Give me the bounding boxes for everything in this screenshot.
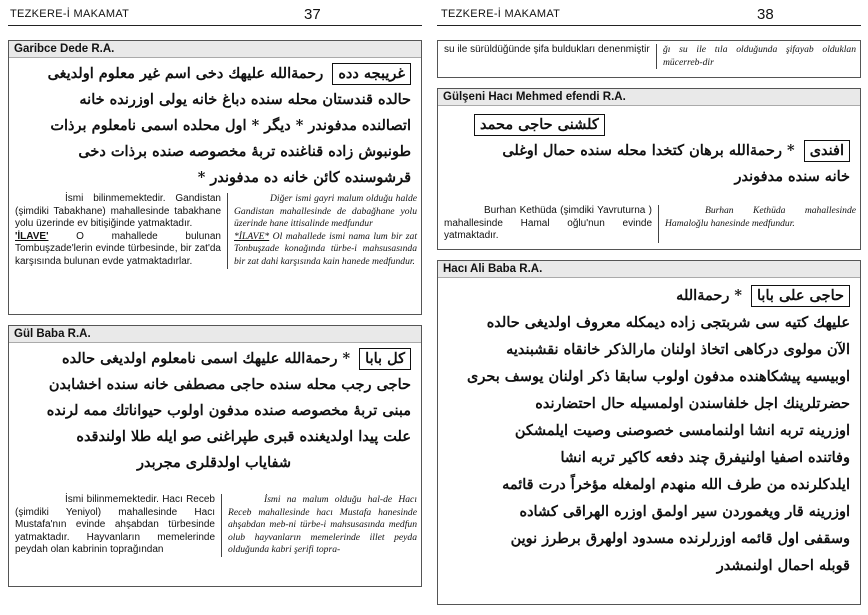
boxed-name: کل بابا bbox=[359, 348, 411, 370]
translit-text: Burhan Kethüda mahallesinde Hamaloğlu hanesinde medfundur. bbox=[665, 205, 856, 229]
modern-text: Burhan Kethüda (şimdiki Yavruturna ) mahallesinde Hamal oğlu'nun evinde yatmaktadır. bbox=[444, 205, 652, 242]
ottoman-transliteration-column bbox=[658, 205, 856, 243]
ottoman-line: علیهك کتیه سی شربتجی زاده دیمکله معروف اولدیغی حالده bbox=[486, 314, 850, 331]
ottoman-text bbox=[438, 278, 860, 579]
section-title: Gülşeni Hacı Mehmed efendi R.A. bbox=[438, 89, 860, 106]
section-garibce-dede bbox=[8, 40, 422, 315]
transliteration-block bbox=[15, 494, 417, 557]
ottoman-line bbox=[17, 61, 411, 87]
ottoman-text bbox=[9, 343, 421, 476]
ottoman-line: حالده قندستان محله سنده دباغ خانه یولی اوزرنده خانه bbox=[79, 91, 411, 108]
section-gulseni-haci-mehmed bbox=[437, 88, 861, 250]
ottoman-line bbox=[446, 138, 850, 164]
left-page bbox=[0, 0, 430, 615]
section-title: Gül Baba R.A. bbox=[9, 326, 421, 343]
ottoman-line bbox=[446, 282, 850, 309]
translit-text: İsmi na malum olduğu hal-de Hacı Receb mahallesinde hacı Mustafa hanesinde ahşabdan meb-ni türbe-i mahsusasında medfun olub hayvanların memelerinde illet peyda olduğunda kabri şerifi topra- bbox=[228, 494, 417, 556]
ottoman-line: قوبله احمال اولنمشدر bbox=[716, 557, 850, 574]
ottoman-line: مبنی تربهٔ مخصوصه صنده مدفون اولوب حیواناتك ممه لرنده bbox=[46, 402, 411, 419]
modern-turkish-column bbox=[15, 494, 221, 557]
ottoman-line: طونبوش زاده قناغنده تربهٔ مخصوصه صنده برذات دخی bbox=[78, 143, 411, 160]
ottoman-line: حضرتلرینك اجل خلفاسندن اولمسیله حال احتضارنده bbox=[535, 395, 850, 412]
ottoman-line: اوبیسیه پیشکاهنده مدفون اولوب سابقا ذکر اولنان یوسف بحری bbox=[467, 368, 850, 385]
modern-turkish-column bbox=[444, 205, 658, 243]
ottoman-line bbox=[446, 112, 850, 138]
page-number-right: 38 bbox=[757, 6, 774, 23]
ottoman-line: علت پیدا اولدیغنده قبری طپراغنی صو ایله طلا اولندقده bbox=[76, 428, 411, 445]
ilave-label: 'İLAVE' bbox=[15, 230, 49, 242]
ottoman-transliteration-column: ğı su ile tıla olduğunda şifayab olduklan mücerreb-dir bbox=[656, 44, 856, 69]
ottoman-line: قرشوسنده کائن خانه ده مدفوندر * bbox=[197, 169, 411, 186]
ottoman-line: اتصالنده مدفوندر * دیگر * اول محلده اسمی نامعلوم برذات bbox=[50, 117, 411, 134]
ottoman-transliteration-column bbox=[221, 494, 417, 557]
ottoman-line: وفاتنده اصفیا اولنیفرق چند دفعه کاکیر تربه انشا bbox=[560, 449, 850, 466]
boxed-name-top: كلشنی حاجی محمد bbox=[474, 114, 605, 136]
ottoman-line: الآن مولوی درکاهی اتخاذ اولنان مارالذکر خانقاه نقشبندیه bbox=[506, 341, 850, 358]
boxed-name: افندی bbox=[804, 140, 850, 162]
ottoman-line bbox=[17, 346, 411, 372]
running-head-left: TEZKERE-İ MAKAMAT bbox=[10, 8, 130, 20]
ottoman-line: اوزرینه قار ویغموردن سیر اولمق اوزره الهراقی کشاده bbox=[519, 503, 850, 520]
modern-text: İsmi bilinmemektedir. Hacı Receb (şimdiki Yeniyol) mahallesinde Hacı Mustafa'nın evinde ahşabdan türbesinde yatmaktadır. Hayvanların memelerinde peydah olan kabrinin toprağından bbox=[15, 494, 215, 556]
boxed-name: حاجی علی بابا bbox=[751, 285, 850, 307]
page-number-left: 37 bbox=[304, 6, 321, 23]
ottoman-line: ایلدکلرنده من طرف الله منهدم اولمغله مؤخراً درت قائمه bbox=[502, 476, 850, 493]
translit-ilave-text: Ol mahallede ismi nama lum bir zat Tonbuşzade konağında türbe-i mahsusasında bir zat dahi karşısında kain hanede medfundur. bbox=[234, 230, 417, 267]
header-rule-right bbox=[437, 25, 861, 26]
boxed-name: غریبجه دده bbox=[332, 63, 411, 85]
running-head-right: TEZKERE-İ MAKAMAT bbox=[441, 8, 561, 20]
section-continuation bbox=[437, 40, 861, 78]
transliteration-block bbox=[15, 193, 417, 269]
ilave-text: O mahallede bulunan Tombuşzade'lerin evinde türbesinde, bir zat'da karşısında bulunan evde yatmaktadırlar. bbox=[15, 230, 221, 267]
ottoman-line-text: * رحمةالله برهان کتخدا محله سنده حمال اوغلی bbox=[502, 142, 795, 159]
ottoman-text bbox=[438, 106, 860, 190]
ottoman-line: اوزرینه تربه انشا اولنمامسی خصوصنی وصیت ایلمشکن bbox=[514, 422, 850, 439]
modern-turkish-column: su ile sürüldüğünde şifa buldukları denenmiştir bbox=[444, 44, 650, 55]
ottoman-line-text: * رحمةالله علیهك اسمی نامعلوم اولدیغی حالده bbox=[62, 350, 351, 367]
ottoman-line: حاجی رجب محله سنده حاجی مصطفی خانه سنده اخشابدن bbox=[48, 376, 411, 393]
translit-ilave-label: *İLAVE* bbox=[234, 230, 270, 242]
transliteration-block bbox=[444, 44, 856, 69]
ottoman-line: شفایاب اولدقلری مجربدر bbox=[136, 454, 291, 471]
ottoman-line: وسقفی اول قائمه اوزرلرنده مسدود اولهرق برطرز نوین bbox=[510, 530, 850, 547]
section-title: Garibce Dede R.A. bbox=[9, 41, 421, 58]
right-page bbox=[435, 0, 868, 615]
ottoman-line: خانه سنده مدفوندر bbox=[734, 168, 850, 185]
section-gul-baba bbox=[8, 325, 422, 587]
section-haci-ali-baba bbox=[437, 260, 861, 605]
transliteration-block bbox=[444, 205, 856, 243]
header-rule-left bbox=[8, 25, 422, 26]
ottoman-transliteration-column bbox=[227, 193, 417, 269]
section-title: Hacı Ali Baba R.A. bbox=[438, 261, 860, 278]
modern-turkish-column bbox=[15, 193, 227, 269]
ottoman-line-text: رحمةالله علیهك دخی اسم غیر معلوم اولدیغی bbox=[47, 65, 324, 82]
ottoman-text bbox=[9, 58, 421, 191]
modern-text: İsmi bilinmemektedir. Gandistan (şimdiki Tabakhane) mahallesinde tabakhane yolu üzerinde ev bitişiğinde yatmaktadır. bbox=[15, 193, 221, 230]
translit-text: Diğer ismi gayri malum olduğu halde Gandistan mahallesinde de dabağhane yolu üzerinde hane ittisalinde medfundur bbox=[234, 193, 417, 230]
ottoman-line-text: * رحمةالله bbox=[676, 287, 742, 304]
